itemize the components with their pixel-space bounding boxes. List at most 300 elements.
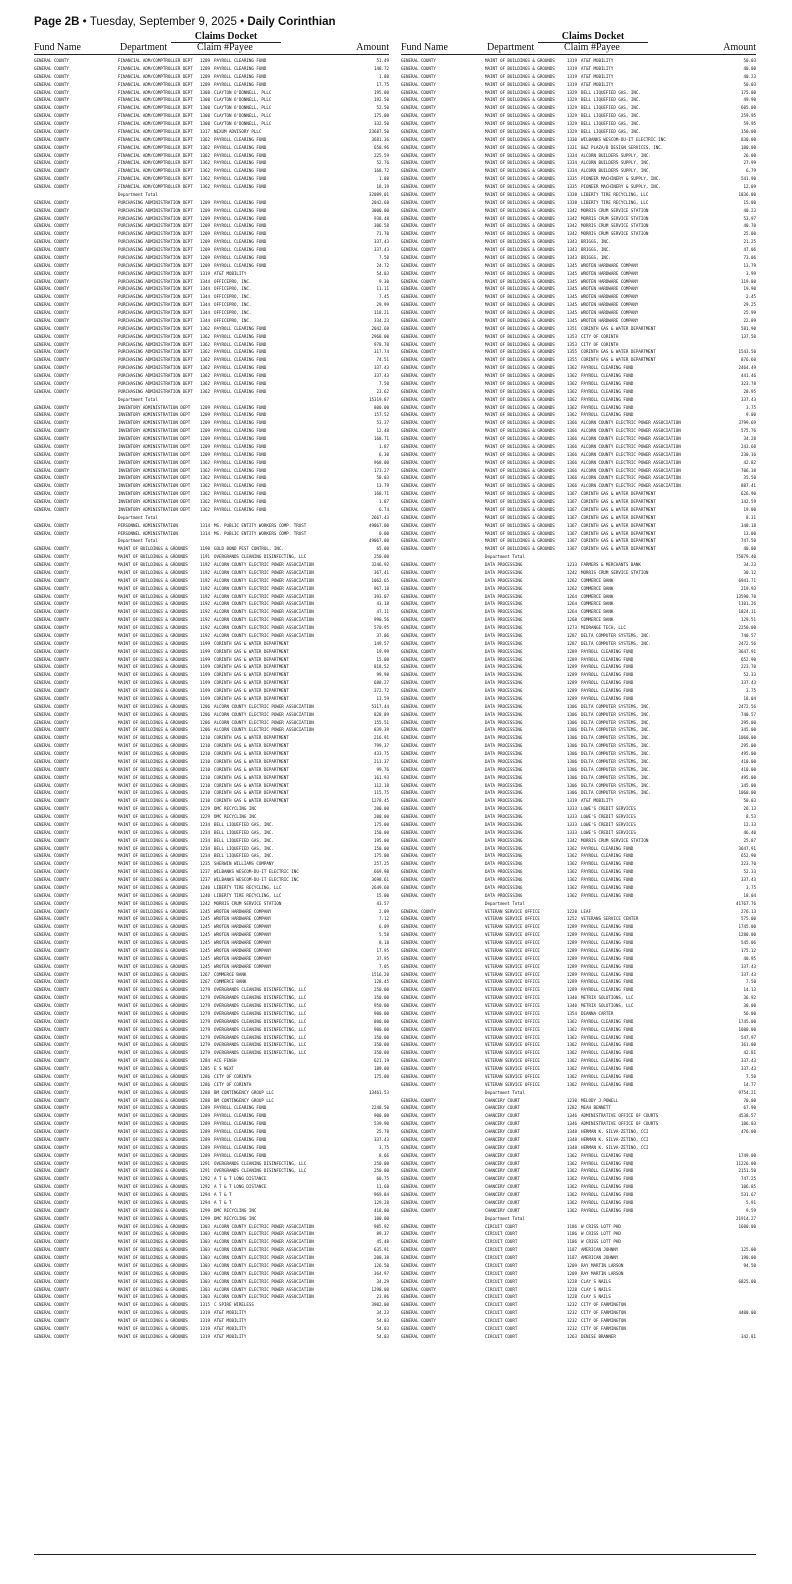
payee-name: PAYROLL CLEARING FUND [581,1160,634,1166]
amount: 155.51 [374,719,389,725]
department-name: PURCHASING ADMINISTRATION DEPT [118,270,193,276]
table-row [401,640,756,648]
payee-name: PAYROLL CLEARING FUND [581,955,634,961]
claim-number: 1329 [567,89,577,95]
department-name: MAINT OF BUILDINGS & GROUNDS [118,1294,188,1300]
payee-name: DELTA COMPUTER SYSTEMS, INC. [581,719,651,725]
table-row [401,262,756,270]
payee-name: WROTEN HARDWARE COMPANY [214,955,272,961]
table-row [34,404,389,412]
department-name: MAINT OF BUILDINGS & GROUNDS [118,1160,188,1166]
department-name: MAINT OF BUILDINGS & GROUNDS [118,995,188,1001]
fund-name: GENERAL COUNTY [34,569,69,575]
department-name: VETERAN SERVICE OFFICE [485,1042,540,1048]
department-total-row [34,191,389,199]
amount: 410.00 [741,766,756,772]
amount: 495.00 [741,774,756,780]
fund-name: GENERAL COUNTY [401,215,436,221]
amount: 342.81 [741,1333,756,1339]
table-row [34,1325,389,1333]
table-row [401,285,756,293]
department-name: PURCHASING ADMINISTRATION DEPT [118,215,193,221]
department-total-row [401,1089,756,1097]
amount: 337.43 [374,365,389,371]
department-name: CIRCUIT COURT [485,1333,518,1339]
table-row [34,868,389,876]
claim-number: 1294 [200,1192,210,1197]
amount: 8.66 [379,1152,389,1158]
table-row [34,931,389,939]
department-name: CIRCUIT COURT [485,1294,518,1300]
amount: 1600.00 [738,1223,756,1229]
amount: 195.00 [374,89,389,95]
payee-name: OVERGRANDS CLEANING DISINFECTING, LLC [214,1034,307,1040]
department-name: CHANCERY COURT [485,1152,520,1158]
fund-name: GENERAL COUNTY [401,869,436,875]
amount: 211.37 [374,758,389,764]
payee-name: ALCORN COUNTY ELECTRIC POWER ASSOCIATION [581,483,681,489]
table-row [34,648,389,656]
payee-name: LEAF [581,908,591,914]
claim-number: 1279 [200,1042,210,1048]
department-name: MAINT OF BUILDINGS & GROUNDS [118,672,188,678]
department-total-amount: 49067.00 [369,538,389,544]
amount: 19.99 [376,648,389,654]
amount: 2968.00 [371,333,389,339]
department-name: MAINT OF BUILDINGS & GROUNDS [118,554,188,560]
amount: 2042.68 [371,325,389,331]
claim-number: 1209 [200,231,210,237]
table-row [401,474,756,482]
payee-name: CORINTH GAS & WATER DEPARTMENT [214,798,289,804]
amount: 219.93 [741,585,756,591]
payee-name: PAYROLL CLEARING FUND [214,404,267,410]
fund-name: GENERAL COUNTY [401,1302,436,1308]
payee-name: DELTA COMPUTER SYSTEMS, INC. [581,640,651,646]
amount: 5.58 [379,932,389,938]
fund-name: GENERAL COUNTY [34,522,69,528]
amount: 200.00 [374,806,389,812]
payee-name: BELL LIQUEFIED GAS, INC. [581,121,641,126]
table-row [401,144,756,152]
payee-name: AT&T MOBILITY [214,1325,247,1331]
amount: 99.98 [376,672,389,678]
fund-name: GENERAL COUNTY [34,451,69,457]
table-row [401,1262,756,1270]
amount: 12.48 [376,428,389,434]
fund-name: GENERAL COUNTY [34,89,69,95]
table-row [34,711,389,719]
claim-number: 1306 [567,774,577,780]
fund-name: GENERAL COUNTY [401,207,436,213]
payee-name: ADMINISTRATIVE OFFICE OF COURTS [581,1113,659,1119]
table-row [401,222,756,230]
fund-name: GENERAL COUNTY [34,262,69,268]
payee-name: PAYROLL CLEARING FUND [581,971,634,977]
claim-number: 1345 [567,278,577,284]
payee-name: PAYROLL CLEARING FUND [581,365,634,371]
claim-number: 1362 [567,861,577,867]
fund-name: GENERAL COUNTY [34,286,69,292]
department-name: DATA PROCESSING [485,821,523,827]
department-name: PURCHASING ADMINISTRATION DEPT [118,357,193,363]
amount: 65.00 [376,546,389,552]
fund-name: GENERAL COUNTY [401,877,436,882]
table-row [34,144,389,152]
department-name: INVENTORY ADMINISTRATION DEPT [118,483,191,489]
fund-name: GENERAL COUNTY [34,719,69,725]
fund-name: GENERAL COUNTY [34,443,69,449]
department-name: FINANCIAL ADM/COMPTROLLER DEPT [118,184,193,189]
amount: 54.03 [376,1333,389,1339]
amount: 13.79 [376,483,389,489]
department-name: MAINT OF BUILDINGS & GROUNDS [485,443,555,449]
amount: 99.76 [376,766,389,772]
payee-name: AT&T MOBILITY [581,65,614,71]
payee-name: ALCORN COUNTY ELECTRIC POWER ASSOCIATION [214,577,314,583]
department-name: MAINT OF BUILDINGS & GROUNDS [485,160,555,166]
fund-name: GENERAL COUNTY [401,105,436,111]
claim-number: 1319 [200,270,210,276]
amount: 3246.92 [371,562,389,567]
table-row [401,585,756,593]
claim-number: 1362 [200,160,210,166]
payee-name: PAYROLL CLEARING FUND [581,695,634,701]
table-row [401,1199,756,1207]
department-total-label: Department Total [118,514,158,520]
department-name: MAINT OF BUILDINGS & GROUNDS [485,341,555,347]
payee-name: BELL LIQUEFIED GAS, INC. [581,97,641,103]
claim-number: 1367 [567,499,577,504]
department-name: MAINT OF BUILDINGS & GROUNDS [118,1136,188,1142]
table-row [401,829,756,837]
department-name: MAINT OF BUILDINGS & GROUNDS [485,522,555,528]
table-row [34,120,389,128]
amount: 635.91 [374,1247,389,1253]
table-row [34,1278,389,1286]
payee-name: ALCORN COUNTY ELECTRIC POWER ASSOCIATION [581,467,681,473]
payee-name: ALCORN COUNTY ELECTRIC POWER ASSOCIATION [214,632,314,638]
department-name: MAINT OF BUILDINGS & GROUNDS [118,680,188,686]
claim-number: 1362 [200,357,210,363]
claim-number: 1210 [200,758,210,764]
amount: 25.99 [743,310,756,315]
claim-number: 1289 [567,656,577,662]
claim-number: 1306 [567,766,577,772]
claim-number: 1362 [567,388,577,394]
table-row [401,750,756,758]
claim-number: 1288 [200,1089,210,1095]
department-name: MAINT OF BUILDINGS & GROUNDS [118,955,188,961]
amount: 128.45 [374,979,389,985]
department-name: PURCHASING ADMINISTRATION DEPT [118,223,193,229]
department-name: DATA PROCESSING [485,845,523,851]
fund-name: GENERAL COUNTY [34,979,69,985]
payee-name: PAYROLL CLEARING FUND [214,65,267,71]
department-name: PURCHASING ADMINISTRATION DEPT [118,302,193,308]
department-name: MAINT OF BUILDINGS & GROUNDS [485,89,555,95]
amount: 1745.00 [738,1018,756,1024]
payee-name: PAYROLL CLEARING FUND [214,451,267,457]
payee-name: OVERGRANDS CLEANING DISINFECTING, LLC [214,987,307,993]
payee-name: PAYROLL CLEARING FUND [214,420,267,426]
amount: 5.91 [746,1199,756,1205]
fund-name: GENERAL COUNTY [34,743,69,749]
department-total-row [34,514,389,522]
table-row [34,923,389,931]
claim-number: 1209 [200,436,210,441]
table-row [34,167,389,175]
fund-name: GENERAL COUNTY [34,1207,69,1213]
payee-name: PAYROLL CLEARING FUND [214,459,267,465]
amount: 799.37 [374,743,389,749]
claim-number: 1342 [567,215,577,221]
department-name: CIRCUIT COURT [485,1278,518,1284]
payee-name: CORINTH GAS & WATER DEPARTMENT [581,491,656,497]
amount: 34.29 [376,1278,389,1284]
payee-name: OFFICEPRO, INC. [214,286,252,292]
payee-name: OVERGRANDS CLEANING DISINFECTING, LLC [214,1168,307,1174]
amount: 52.33 [743,672,756,678]
claim-number: 1199 [200,680,210,686]
claim-number: 1232 [567,1318,577,1323]
table-row [34,813,389,821]
claim-number: 1362 [200,136,210,142]
table-row [401,199,756,207]
fund-name: GENERAL COUNTY [34,1160,69,1166]
amount: 49.90 [743,97,756,103]
fund-name: GENERAL COUNTY [401,254,436,260]
amount: 150.00 [374,845,389,851]
fund-name: GENERAL COUNTY [401,1121,436,1127]
amount: 173.27 [374,467,389,473]
payee-name: CLAYTON O'DONNELL, PLLC [214,97,272,103]
table-row [34,451,389,459]
department-name: MAINT OF BUILDINGS & GROUNDS [485,380,555,386]
fund-name: GENERAL COUNTY [401,341,436,347]
fund-name: GENERAL COUNTY [401,1325,436,1331]
department-name: PURCHASING ADMINISTRATION DEPT [118,373,193,378]
department-name: MAINT OF BUILDINGS & GROUNDS [118,1129,188,1134]
fund-name: GENERAL COUNTY [34,530,69,536]
claim-number: 1210 [200,743,210,749]
department-name: MAINT OF BUILDINGS & GROUNDS [485,388,555,394]
department-name: FINANCIAL ADM/COMPTROLLER DEPT [118,128,193,134]
table-row [401,57,756,65]
payee-name: ALCORN COUNTY ELECTRIC POWER ASSOCIATION [214,1294,314,1300]
fund-name: GENERAL COUNTY [34,869,69,875]
table-row [34,616,389,624]
amount: 1060.00 [738,735,756,741]
payee-name: PAYROLL CLEARING FUND [214,483,267,489]
payee-name: PAYROLL CLEARING FUND [214,436,267,441]
table-row [34,1120,389,1128]
fund-name: GENERAL COUNTY [34,1018,69,1024]
claim-number: 1289 [567,932,577,938]
payee-name: DMC RECYCLING INC [214,814,257,819]
claim-number: 1206 [200,711,210,717]
claim-number: 1289 [200,1144,210,1150]
payee-name: PAYROLL CLEARING FUND [581,396,634,402]
claim-number: 1306 [567,703,577,709]
table-row [401,1191,756,1199]
fund-name: GENERAL COUNTY [34,640,69,646]
department-name: CHANCERY COURT [485,1184,520,1190]
claim-number: 1319 [567,65,577,71]
department-name: MAINT OF BUILDINGS & GROUNDS [485,97,555,103]
fund-name: GENERAL COUNTY [34,1231,69,1237]
amount: 900.00 [374,1113,389,1119]
department-name: PURCHASING ADMINISTRATION DEPT [118,207,193,213]
department-name: VETERAN SERVICE OFFICE [485,971,540,977]
claim-number: 1279 [200,1010,210,1016]
table-row [34,372,389,380]
payee-name: DMC RECYCLING INC [214,806,257,812]
claim-number: 1362 [200,475,210,481]
amount: 7.45 [379,294,389,300]
table-row [401,1207,756,1215]
table-row [401,175,756,183]
payee-name: CORINTH GAS & WATER DEPARTMENT [214,790,289,796]
department-name: VETERAN SERVICE OFFICE [485,924,540,930]
department-name: INVENTORY ADMINISTRATION DEPT [118,428,191,434]
table-row [34,624,389,632]
claim-number: 1367 [567,538,577,544]
amount: 740.57 [741,632,756,638]
amount: 200.00 [374,814,389,819]
claim-number: 1362 [567,404,577,410]
department-name: MAINT OF BUILDINGS & GROUNDS [118,1262,188,1268]
table-row [34,1270,389,1278]
fund-name: GENERAL COUNTY [401,782,436,788]
department-name: DATA PROCESSING [485,632,523,638]
fund-name: GENERAL COUNTY [401,609,436,615]
claim-number: 1303 [200,1223,210,1229]
table-row [34,742,389,750]
department-name: CIRCUIT COURT [485,1255,518,1260]
amount: 23687.50 [369,128,389,134]
claim-number: 1334 [567,168,577,174]
amount: 25.87 [743,837,756,843]
table-row [401,766,756,774]
table-row [34,797,389,805]
claim-number: 1284 [200,1058,210,1064]
department-name: VETERAN SERVICE OFFICE [485,1010,540,1016]
payee-name: CORINTH GAS & WATER DEPARTMENT [214,758,289,764]
header-date: Tuesday, September 9, 2025 [89,16,237,28]
fund-name: GENERAL COUNTY [34,1066,69,1071]
fund-name: GENERAL COUNTY [401,499,436,504]
claim-number: 1192 [200,625,210,630]
department-name: DATA PROCESSING [485,806,523,812]
amount: 539.90 [374,1121,389,1127]
amount: 59.95 [743,121,756,126]
payee-name: PAYROLL CLEARING FUND [581,1081,634,1087]
fund-name: GENERAL COUNTY [34,924,69,930]
department-name: MAINT OF BUILDINGS & GROUNDS [118,1042,188,1048]
fund-name: GENERAL COUNTY [401,656,436,662]
fund-name: GENERAL COUNTY [34,357,69,363]
fund-name: GENERAL COUNTY [401,514,436,520]
claim-number: 1299 [200,1215,210,1221]
amount: 13.00 [743,530,756,536]
amount: 337.43 [374,247,389,252]
payee-name: PAYROLL CLEARING FUND [581,1026,634,1032]
department-name: CHANCERY COURT [485,1207,520,1213]
table-row [34,656,389,664]
fund-name: GENERAL COUNTY [34,1003,69,1008]
claim-number: 1340 [567,995,577,1001]
amount: 306.58 [374,223,389,229]
table-row [401,695,756,703]
table-row [34,254,389,262]
table-row [401,451,756,459]
department-name: MAINT OF BUILDINGS & GROUNDS [485,128,555,134]
amount: 350.00 [374,1042,389,1048]
claim-number: 1245 [200,916,210,922]
department-total-amount: 21914.27 [736,1215,756,1221]
claim-number: 1192 [200,562,210,567]
table-row [34,758,389,766]
amount: 295.00 [741,743,756,749]
amount: 42.81 [743,1050,756,1056]
table-row [401,616,756,624]
department-name: MAINT OF BUILDINGS & GROUNDS [118,1010,188,1016]
fund-name: GENERAL COUNTY [401,475,436,481]
fund-name: GENERAL COUNTY [401,459,436,465]
table-row [34,388,389,396]
fund-name: GENERAL COUNTY [34,428,69,434]
fund-name: GENERAL COUNTY [34,1089,69,1095]
table-row [401,411,756,419]
fund-name: GENERAL COUNTY [34,900,69,906]
table-row [34,774,389,782]
fund-name: GENERAL COUNTY [401,160,436,166]
department-name: DATA PROCESSING [485,680,523,686]
table-row [401,1018,756,1026]
payee-name: RAY MARTIN LARSON [581,1262,624,1268]
payee-name: ALCORN COUNTY ELECTRIC POWER ASSOCIATION [581,443,681,449]
fund-name: GENERAL COUNTY [34,136,69,142]
payee-name: BRIGGS, INC. [581,239,611,245]
claim-number: 1362 [567,1073,577,1079]
claim-number: 1344 [200,310,210,315]
claim-number: 1362 [200,144,210,150]
fund-name: GENERAL COUNTY [401,428,436,434]
table-row [34,89,389,97]
fund-name: GENERAL COUNTY [401,853,436,859]
fund-name: GENERAL COUNTY [401,798,436,804]
payee-name: BRIGGS, INC. [581,254,611,260]
table-row [34,1286,389,1294]
payee-name: DELTA COMPUTER SYSTEMS, INC. [581,751,651,756]
claim-number: 1319 [567,798,577,804]
amount: 1543.50 [738,349,756,355]
department-name: MAINT OF BUILDINGS & GROUNDS [118,1168,188,1174]
amount: 35.50 [743,475,756,481]
amount: 29.25 [743,302,756,308]
department-name: MAINT OF BUILDINGS & GROUNDS [485,357,555,363]
claim-number: 1245 [200,908,210,914]
fund-name: GENERAL COUNTY [401,727,436,733]
claim-number: 1237 [200,869,210,875]
table-row [401,341,756,349]
claim-number: 1289 [567,695,577,701]
claim-number: 1362 [567,1034,577,1040]
table-row [34,915,389,923]
payee-name: PAYROLL CLEARING FUND [214,136,267,142]
payee-name: CORINTH GAS & WATER DEPARTMENT [581,522,656,528]
